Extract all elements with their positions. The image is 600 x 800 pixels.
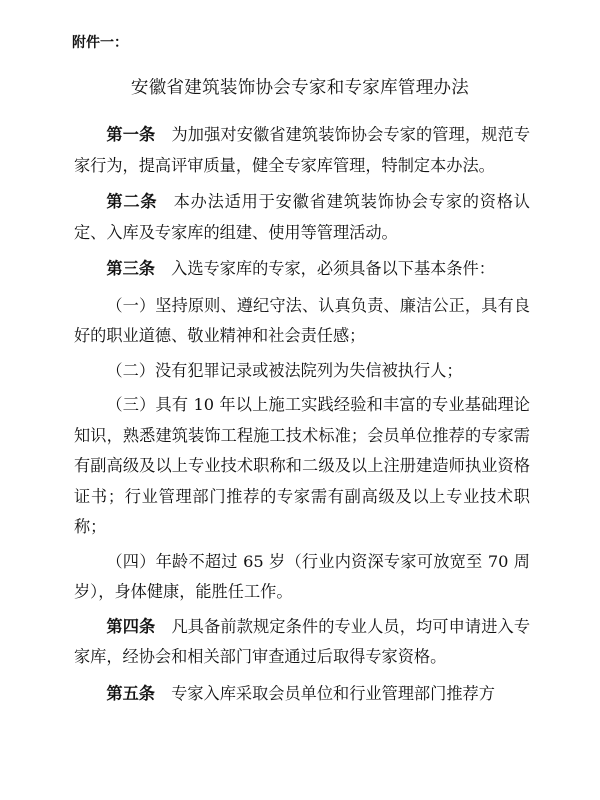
document-body <box>74 120 530 715</box>
article-1 <box>74 120 530 181</box>
article-3-text: 入选专家库的专家，必须具备以下基本条件： <box>171 259 495 278</box>
attachment-label: 附件一： <box>72 35 128 51</box>
article-3 <box>74 254 530 285</box>
article-1-label: 第一条 <box>106 125 156 144</box>
article-4 <box>74 612 530 673</box>
article-5 <box>74 679 530 710</box>
article-4-text: 凡具备前款规定条件的专业人员，均可申请进入专家库，经协会和相关部门审查通过后取得专家资格。 <box>74 616 531 666</box>
document-title: 安徽省建筑装饰协会专家和专家库管理办法 <box>130 78 470 98</box>
article-2-label: 第二条 <box>106 192 158 211</box>
article-5-label: 第五条 <box>106 683 155 703</box>
article-3-label: 第三条 <box>106 259 155 278</box>
article-2 <box>74 187 530 248</box>
article-3-item-3: （三）具有 10 年以上施工实践经验和丰富的专业基础理论知识，熟悉建筑装饰工程施工技术标准；会员单位推荐的专家需有副高级及以上专业技术职称和二级及以上注册建造师执业资格证书；行业管理部门推荐的专家需有副高级及以上专业技术职称； <box>74 395 530 536</box>
article-3-item-4: （四）年龄不超过 65 岁（行业内资深专家可放宽至 70 周岁），身体健康，能胜任工作。 <box>74 551 530 601</box>
article-4-label: 第四条 <box>106 616 156 636</box>
article-1-text: 为加强对安徽省建筑装饰协会专家的管理，规范专家行为，提高评审质量，健全专家库管理，特制定本办法。 <box>74 125 531 175</box>
article-3-item-2: （二）没有犯罪记录或被法院列为失信被执行人； <box>106 360 463 380</box>
article-2-text: 本办法适用于安徽省建筑装饰协会专家的资格认定、入库及专家库的组建、使用等管理活动。 <box>74 192 530 242</box>
article-3-item-1: （一）坚持原则、遵纪守法、认真负责、廉洁公正，具有良好的职业道德、敬业精神和社会责任感； <box>74 295 530 345</box>
article-5-text: 专家入库采取会员单位和行业管理部门推荐方 <box>171 683 495 703</box>
